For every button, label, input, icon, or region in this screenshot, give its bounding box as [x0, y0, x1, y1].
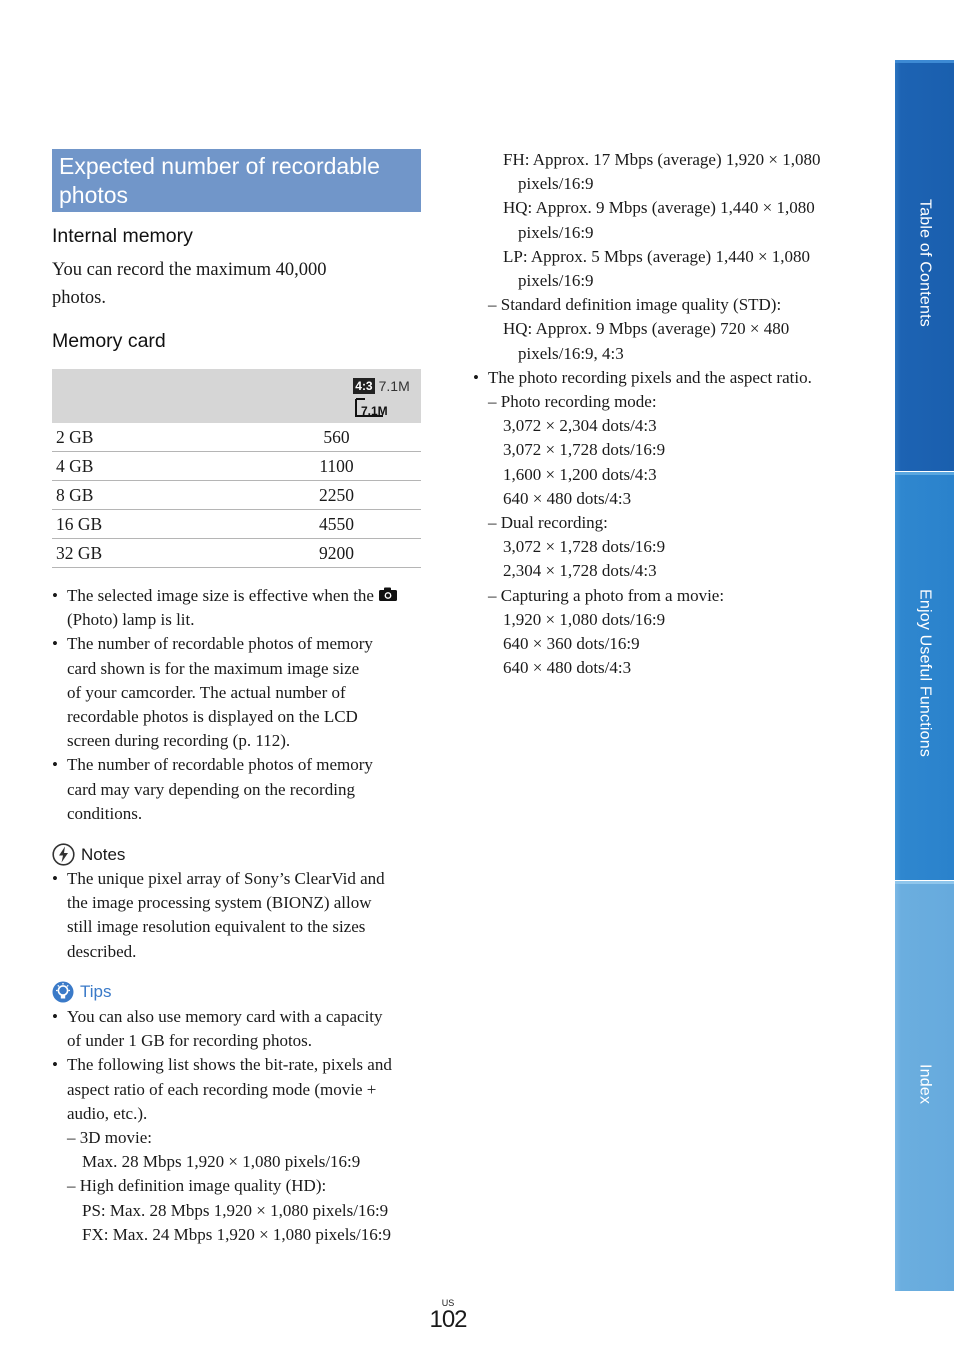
bullet-line: still image resolution equivalent to the sizes — [67, 917, 366, 937]
table-notes-list — [52, 584, 424, 826]
internal-memory-text: You can record the maximum 40,000 photos. — [52, 260, 327, 308]
notes-title: Notes — [81, 844, 126, 864]
photos-cell: 1100 — [210, 452, 421, 481]
table-header-row — [52, 369, 421, 423]
bullet-line: the image processing system (BIONZ) allow — [67, 893, 372, 913]
text-line: HQ: Approx. 9 Mbps (average) 1,440 × 1,080 — [503, 198, 815, 218]
text-line: 1,600 × 1,200 dots/4:3 — [503, 464, 657, 484]
bullet-line: conditions. — [67, 803, 143, 823]
text-line: – Photo recording mode: — [488, 392, 657, 412]
text-line: LP: Approx. 5 Mbps (average) 1,440 × 1,080 — [503, 246, 811, 266]
bullet-text: (Photo) lamp is lit. — [67, 610, 195, 630]
bullet-line: The following list shows the bit-rate, pixels and — [67, 1055, 392, 1075]
page-number — [428, 1298, 468, 1332]
text-line: – Dual recording: — [488, 513, 608, 533]
text-line: pixels/16:9, 4:3 — [518, 343, 624, 363]
bullet-line: of under 1 GB for recording photos. — [67, 1031, 313, 1051]
capacity-cell: 16 GB — [52, 510, 210, 539]
tab-table-of-contents[interactable] — [895, 60, 954, 471]
table-row — [52, 510, 421, 539]
table-row — [52, 423, 421, 452]
text-line: 3,072 × 2,304 dots/4:3 — [503, 416, 657, 436]
bullet-line: Max. 28 Mbps 1,920 × 1,080 pixels/16:9 — [82, 1152, 361, 1172]
page-number-value: 102 — [429, 1306, 467, 1333]
list-item: • The number of recordable photos of memory card may vary depending on the recording conditions. — [52, 755, 373, 823]
bullet-line: described. — [67, 941, 137, 961]
tab-enjoy-useful-functions[interactable] — [895, 472, 954, 880]
bullet-line: You can also use memory card with a capacity — [67, 1007, 383, 1026]
section-heading: Expected number of recordable photos — [52, 149, 421, 212]
internal-memory-title: Internal memory — [52, 225, 193, 247]
tab-index[interactable] — [895, 881, 954, 1291]
text-line: 3,072 × 1,728 dots/16:9 — [503, 537, 666, 557]
text-line: pixels/16:9 — [518, 271, 594, 291]
bullet-line: – High definition image quality (HD): — [67, 1176, 327, 1196]
image-size-label: 7.1M — [378, 378, 410, 394]
tab-label: Table of Contents — [916, 199, 934, 327]
text-line: pixels/16:9 — [518, 222, 594, 242]
capacity-cell: 32 GB — [52, 539, 210, 568]
text-line: 1,920 × 1,080 dots/16:9 — [503, 609, 666, 629]
bullet-line: The unique pixel array of Sony’s ClearVid and — [67, 869, 385, 888]
bullet-line: aspect ratio of each recording mode (movie + — [67, 1079, 377, 1099]
camera-icon — [378, 586, 398, 602]
text-line: pixels/16:9 — [518, 174, 594, 194]
aspect-ratio-badge: 4:3 — [355, 379, 373, 393]
notes-list — [52, 867, 424, 964]
bullet-line: – 3D movie: — [67, 1128, 152, 1148]
text-line: FH: Approx. 17 Mbps (average) 1,920 × 1,080 — [503, 150, 821, 169]
list-item: • The number of recordable photos of memory card shown is for the maximum image size of your camcorder. The actual number of recordable photos is displayed on the LCD screen during recording (p. 112). — [52, 634, 373, 751]
table-header-capacity — [52, 369, 210, 423]
tab-label: Index — [916, 1064, 934, 1105]
list-item: • The selected image size is effective when the (Photo) lamp is lit. — [52, 584, 424, 632]
tips-list — [52, 1005, 432, 1247]
bullet-line: FX: Max. 24 Mbps 1,920 × 1,080 pixels/16:9 — [82, 1224, 391, 1244]
memory-card-title: Memory card — [52, 330, 166, 352]
page-region: US — [441, 1298, 455, 1308]
recording-modes-list — [473, 148, 873, 680]
text-line: 3,072 × 1,728 dots/16:9 — [503, 440, 666, 460]
photos-cell: 2250 — [210, 481, 421, 510]
image-size-7.1M-icon — [353, 378, 409, 420]
bullet-text: The photo recording pixels and the aspect ratio. — [488, 367, 812, 387]
bullet-line: of your camcorder. The actual number of — [67, 682, 346, 702]
tips-header — [52, 981, 112, 1003]
image-size-glyph-icon — [353, 396, 389, 420]
tips-title: Tips — [80, 982, 112, 1001]
bullet-line: screen during recording (p. 112). — [67, 731, 291, 751]
text-line: – Standard definition image quality (STD): — [488, 295, 782, 315]
text-line: 640 × 360 dots/16:9 — [503, 634, 640, 654]
bullet-text: The selected image size is effective when the — [67, 586, 374, 605]
bullet-line: card may vary depending on the recording — [67, 779, 355, 799]
capacity-cell: 2 GB — [52, 423, 210, 452]
text-line: 2,304 × 1,728 dots/4:3 — [503, 561, 657, 581]
table-row — [52, 452, 421, 481]
notes-header — [52, 843, 125, 866]
bullet-line: PS: Max. 28 Mbps 1,920 × 1,080 pixels/16:9 — [82, 1200, 389, 1220]
notes-icon — [52, 843, 75, 866]
list-item: • You can also use memory card with a capacity of under 1 GB for recording photos. — [52, 1007, 383, 1051]
recordable-photos-table — [52, 369, 421, 568]
photos-cell: 4550 — [210, 510, 421, 539]
capacity-cell: 4 GB — [52, 452, 210, 481]
tab-label: Enjoy Useful Functions — [916, 589, 934, 758]
bullet-line: card shown is for the maximum image size — [67, 658, 360, 678]
bullet-line: The number of recordable photos of memory — [67, 634, 373, 654]
text-line: 640 × 480 dots/4:3 — [503, 488, 632, 508]
svg-text:7.1M: 7.1M — [361, 404, 388, 418]
bullet-line: The number of recordable photos of memory — [67, 755, 373, 775]
list-item: • The photo recording pixels and the aspect ratio. — [473, 367, 812, 387]
list-item: • The following list shows the bit-rate, pixels and aspect ratio of each recording mode (movie + audio, etc.). – 3D movie: Max. 28 Mbps 1,920 × 1,080 pixels/16:9 – High definition image quality (HD): PS: Max. 28 Mbps 1,920 × 1,080 pixels/16:9 FX: Max. 24 Mbps 1,920 × 1,080 pixels/16:9 — [52, 1055, 392, 1244]
lightbulb-icon — [52, 981, 74, 1003]
text-line: – Capturing a photo from a movie: — [488, 585, 725, 605]
list-item: • The unique pixel array of Sony’s ClearVid and the image processing system (BIONZ) allow still image resolution equivalent to the sizes described. — [52, 869, 385, 961]
photos-cell: 560 — [210, 423, 421, 452]
table-row — [52, 481, 421, 510]
bullet-line: audio, etc.). — [67, 1103, 148, 1123]
capacity-cell: 8 GB — [52, 481, 210, 510]
bullet-line: recordable photos is displayed on the LCD — [67, 707, 358, 727]
photos-cell: 9200 — [210, 539, 421, 568]
text-line: HQ: Approx. 9 Mbps (average) 720 × 480 — [503, 319, 790, 339]
table-row — [52, 539, 421, 568]
text-line: 640 × 480 dots/4:3 — [503, 658, 632, 678]
table-header-image-size — [210, 369, 421, 423]
